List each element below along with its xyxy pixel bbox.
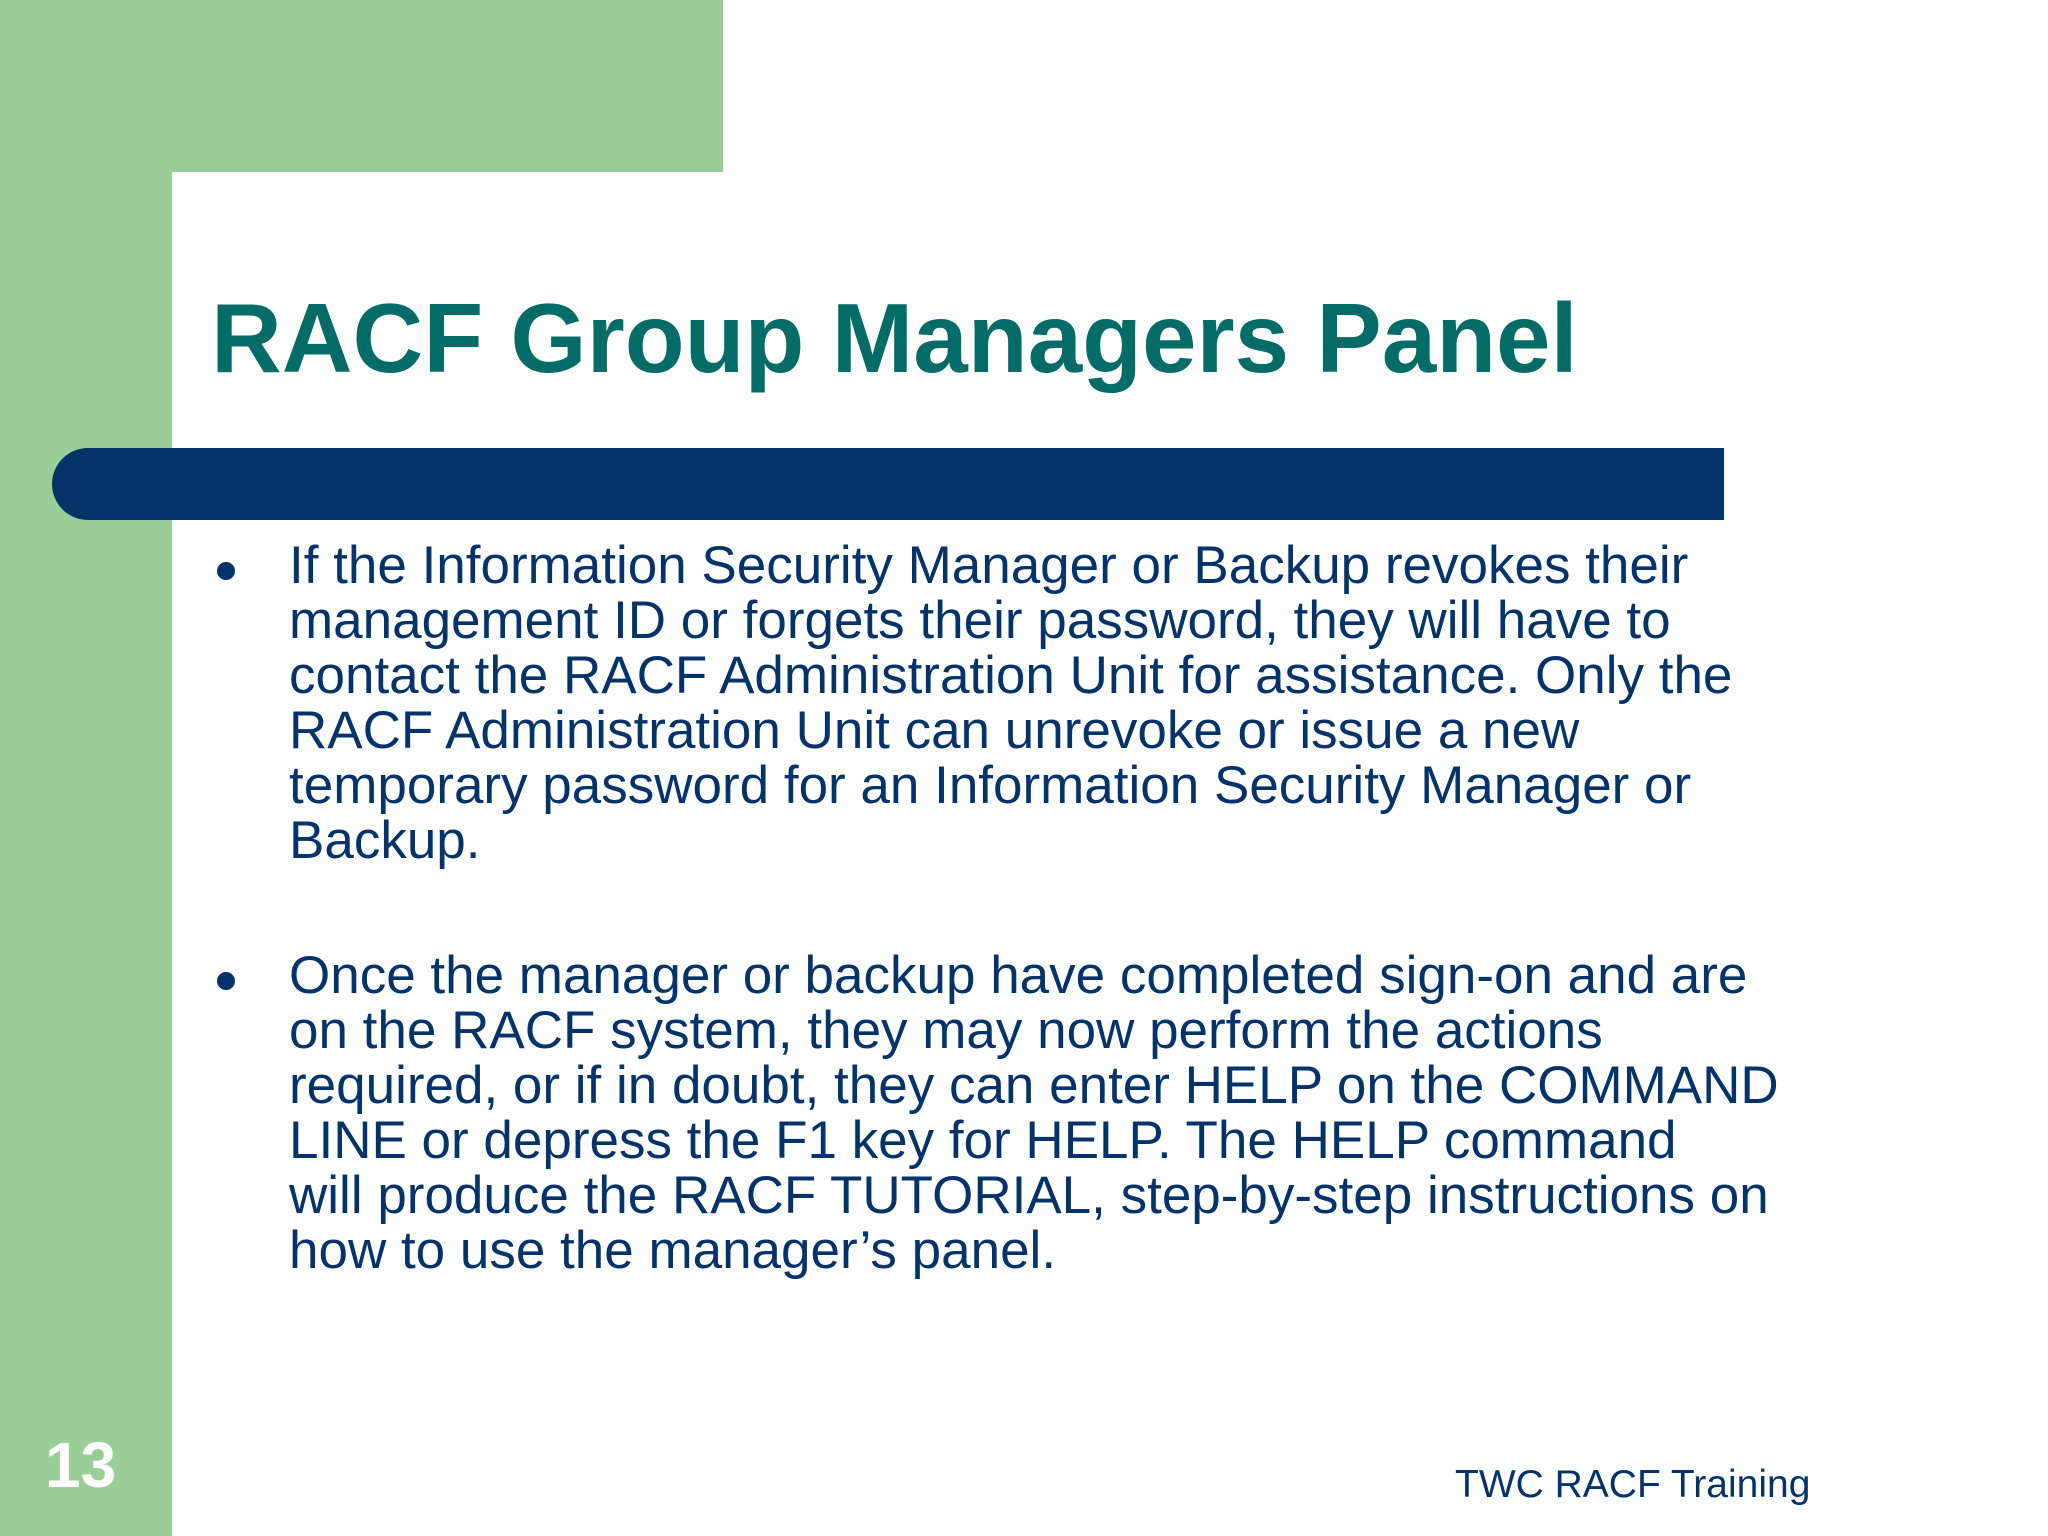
bullet-item bbox=[211, 948, 1931, 1278]
bullet-line: how to use the manager’s panel. bbox=[289, 1221, 1057, 1280]
bullet-line: contact the RACF Administration Unit for assistance. Only the bbox=[289, 646, 1733, 705]
bullet-line: RACF Administration Unit can unrevoke or issue a new bbox=[289, 701, 1580, 760]
bullet-line: If the Information Security Manager or Backup revokes their bbox=[289, 536, 1689, 595]
bullet-line: LINE or depress the F1 key for HELP. The HELP command bbox=[289, 1111, 1677, 1170]
bullet-line: temporary password for an Information Security Manager or bbox=[289, 756, 1692, 815]
bullet-line: will produce the RACF TUTORIAL, step-by-step instructions on bbox=[289, 1166, 1769, 1225]
bullet-list bbox=[211, 538, 1931, 1278]
bullet-item bbox=[211, 538, 1931, 868]
bullet-dot-icon bbox=[217, 972, 235, 990]
title-underline-bar bbox=[52, 448, 1724, 520]
green-side-band bbox=[0, 0, 172, 1536]
green-top-band bbox=[0, 0, 723, 172]
bullet-line: Once the manager or backup have completed sign-on and are bbox=[289, 946, 1748, 1005]
bullet-line: management ID or forgets their password, they will have to bbox=[289, 591, 1671, 650]
bullet-line: required, or if in doubt, they can enter HELP on the COMMAND bbox=[289, 1056, 1779, 1115]
slide-title: RACF Group Managers Panel bbox=[211, 283, 1578, 393]
footer-text: TWC RACF Training bbox=[1455, 1463, 1811, 1506]
bullet-line: on the RACF system, they may now perform the actions bbox=[289, 1001, 1603, 1060]
bullet-line: Backup. bbox=[289, 811, 481, 870]
bullet-dot-icon bbox=[217, 562, 235, 580]
slide-number: 13 bbox=[45, 1429, 117, 1501]
